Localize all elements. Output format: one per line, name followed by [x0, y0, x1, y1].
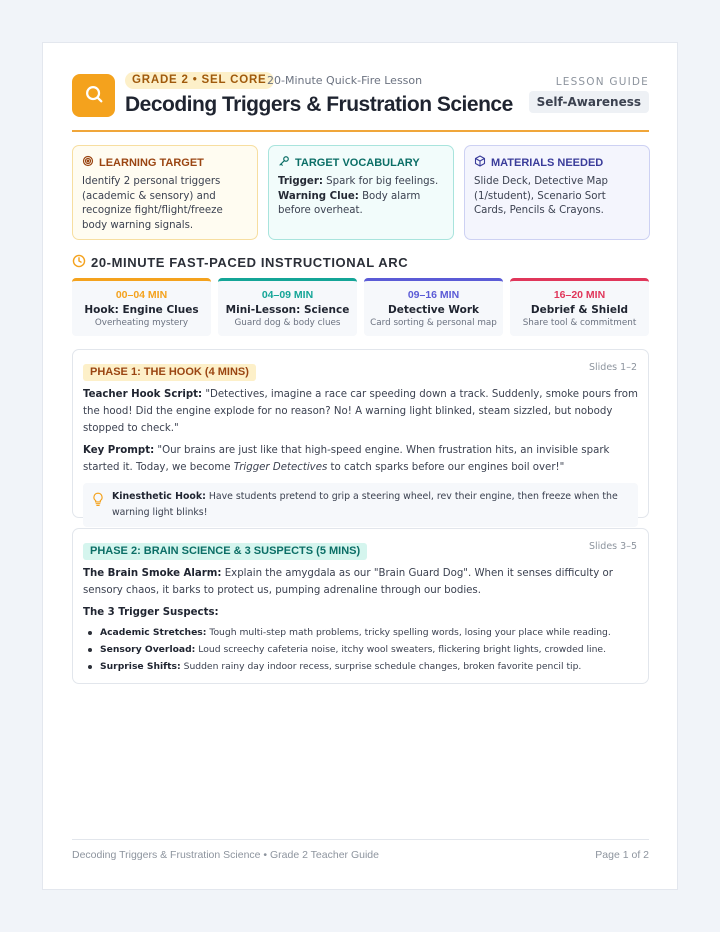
key-icon	[278, 155, 290, 171]
page-header	[72, 72, 649, 132]
timeline-desc: Guard dog & body clues	[234, 318, 341, 328]
page-number: Page 1 of 2	[595, 849, 649, 861]
timeline-name: Detective Work	[387, 304, 480, 316]
card-body: Slide Deck, Detective Map (1/student), Scenario Sort Cards, Pencils & Crayons.	[474, 176, 609, 216]
lightbulb-icon	[92, 492, 104, 512]
clock-icon	[72, 254, 86, 271]
overview-cards	[72, 145, 649, 240]
vocab-definition: Body alarm before overheat.	[278, 190, 421, 216]
kinesthetic-tip	[83, 483, 638, 527]
phase-2-section	[72, 528, 649, 684]
arc-title: 20-MINUTE FAST-PACED INSTRUCTIONAL ARC	[91, 255, 409, 270]
suspect-text: Loud screechy cafeteria noise, itchy wool sweaters, flickering bright lights, crowded line.	[195, 644, 607, 655]
timeline-item-hook	[72, 278, 211, 336]
card-title: MATERIALS NEEDED	[491, 157, 604, 169]
timeline-name: Debrief & Shield	[530, 304, 629, 316]
target-vocabulary-card	[268, 145, 454, 240]
page-title: Decoding Triggers & Frustration Science	[125, 93, 513, 116]
suspect-label: Academic Stretches:	[100, 627, 207, 638]
teacher-hook-script	[83, 386, 638, 437]
search-icon	[83, 83, 105, 109]
tip-text: Have students pretend to grip a steering wheel, rev their engine, then freeze when the warning light blinks!	[112, 491, 618, 518]
box-icon	[474, 155, 486, 171]
list-item	[83, 624, 638, 641]
suspect-text: Tough multi-step math problems, tricky spelling words, losing your place while reading.	[206, 627, 611, 638]
suspects-list	[83, 624, 638, 675]
card-heading	[474, 155, 640, 171]
list-item	[83, 641, 638, 658]
para-label: Key Prompt:	[83, 445, 155, 456]
key-prompt	[83, 442, 638, 476]
card-body: Identify 2 personal triggers (academic & sensory) and recognize fight/flight/freeze body warning signals.	[82, 176, 223, 231]
timeline-name: Hook: Engine Clues	[84, 304, 199, 316]
para-text: Explain the amygdala as our "Brain Guard Dog". When it senses difficulty or sensory chaos, it barks to protect us, pumping adrenaline through our bodies.	[83, 568, 613, 596]
timeline-item-mini-lesson	[218, 278, 357, 336]
topic-chip: Self-Awareness	[529, 91, 649, 113]
card-body	[278, 175, 444, 219]
arc-heading	[72, 254, 408, 271]
para-label: The Brain Smoke Alarm:	[83, 568, 222, 579]
lesson-guide-label: LESSON GUIDE	[555, 76, 649, 88]
para-text: "Our brains are just like that high-speed engine. When frustration hits, an invisible spark started it. Today, we become	[83, 445, 610, 473]
phase-1-section	[72, 349, 649, 518]
footer-title: Decoding Triggers & Frustration Science • Grade 2 Teacher Guide	[72, 849, 379, 861]
timeline-desc: Share tool & commitment	[522, 318, 637, 328]
vocab-term: Warning Clue:	[278, 190, 359, 202]
slides-reference: Slides 1–2	[589, 362, 637, 373]
lesson-subtitle: 20-Minute Quick-Fire Lesson	[267, 74, 423, 87]
timeline-time: 00–04 MIN	[115, 289, 168, 301]
timeline-desc: Card sorting & personal map	[370, 318, 497, 328]
materials-needed-card	[464, 145, 650, 240]
phase-chip: PHASE 1: THE HOOK (4 MINS)	[83, 364, 256, 381]
timeline-time: 09–16 MIN	[407, 289, 460, 301]
vocab-definition: Spark for big feelings.	[322, 176, 439, 187]
timeline-name: Mini-Lesson: Science	[225, 304, 350, 316]
timeline-desc: Overheating mystery	[94, 318, 189, 328]
timeline-time: 04–09 MIN	[261, 289, 314, 301]
phase-chip: PHASE 2: BRAIN SCIENCE & 3 SUSPECTS (5 MINS)	[83, 543, 367, 560]
list-item	[83, 658, 638, 675]
card-heading	[278, 155, 444, 171]
lesson-page	[42, 42, 678, 890]
para-text: "Detectives, imagine a race car speeding down a track. Suddenly, smoke pours from the hood! Did the engine explode for no reason? No! A warning light blinked, steam sizzled, but nobody stopped to check."	[83, 389, 638, 434]
suspects-title	[83, 604, 638, 621]
para-label: The 3 Trigger Suspects:	[83, 607, 219, 618]
slides-reference: Slides 3–5	[589, 541, 637, 552]
para-text: to catch sparks before our engines boil over!"	[327, 462, 565, 473]
suspect-text: Sudden rainy day indoor recess, surprise schedule changes, broken favorite pencil tip.	[180, 661, 582, 672]
page-footer	[72, 839, 649, 863]
timeline-item-debrief	[510, 278, 649, 336]
para-emphasis: Trigger Detectives	[233, 462, 328, 473]
grade-chip: GRADE 2 • SEL CORE	[125, 72, 274, 89]
card-heading	[82, 155, 248, 171]
brain-smoke-alarm	[83, 565, 638, 599]
para-label: Teacher Hook Script:	[83, 389, 203, 400]
instructional-timeline	[72, 278, 649, 336]
suspect-label: Surprise Shifts:	[100, 661, 181, 672]
suspect-label: Sensory Overload:	[100, 644, 196, 655]
card-title: LEARNING TARGET	[99, 157, 204, 169]
timeline-time: 16–20 MIN	[553, 289, 606, 301]
tip-label: Kinesthetic Hook:	[112, 491, 206, 502]
learning-target-card	[72, 145, 258, 240]
timeline-item-detective-work	[364, 278, 503, 336]
target-icon	[82, 155, 94, 171]
vocab-term: Trigger:	[278, 176, 323, 187]
logo-badge	[72, 74, 115, 117]
card-title: TARGET VOCABULARY	[295, 157, 420, 169]
